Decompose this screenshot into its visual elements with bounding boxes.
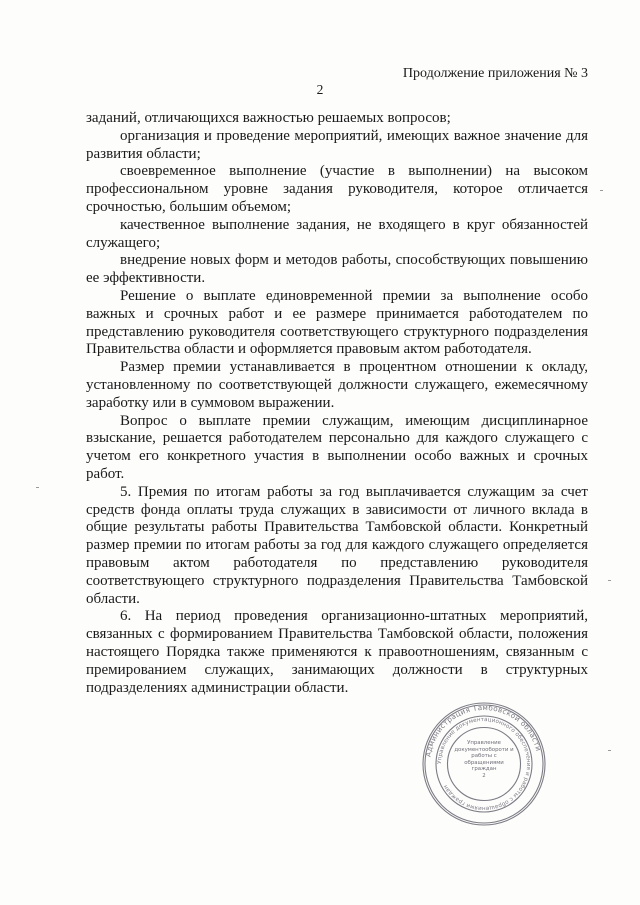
margin-dot xyxy=(36,487,39,488)
paragraph-6: Решение о выплате единовременной премии за выполнение особо важных и срочных работ и ее размере принимается работодателем по представлению руководителя соответствующего структурного подразделения Правительства области и оформляется правовым актом работодателя. xyxy=(86,287,588,358)
margin-dot xyxy=(600,190,603,191)
stamp-center-text: Управление документообороти и работы с обращениями граждан xyxy=(454,740,514,773)
stamp-inner-text: Управление документационного обеспечения и работы с обращениями граждан xyxy=(436,716,532,812)
stamp-outer-text: Администрация Тамбовской области xyxy=(423,702,544,758)
margin-dot xyxy=(608,580,611,581)
paragraph-8: Вопрос о выплате премии служащим, имеющим дисциплинарное взыскание, решается работодателем персонально для каждого служащего с учетом его конкретного участия в выполнении особо важных и срочных работ. xyxy=(86,412,588,482)
paragraph-1: заданий, отличающихся важностью решаемых вопросов; xyxy=(86,110,451,126)
stamp-number: 2 xyxy=(482,772,486,779)
appendix-continuation-label: Продолжение приложения № 3 xyxy=(402,66,588,81)
page-number: 2 xyxy=(316,82,324,97)
official-stamp xyxy=(420,700,548,828)
paragraph-3: своевременное выполнение (участие в выполнении) на высоком профессиональном уровне задания руководителя, которое отличается срочностью, большим объемом; xyxy=(86,163,588,215)
paragraph-7: Размер премии устанавливается в процентном отношении к окладу, установленному по соответствующей должности служащего, ежемесячному заработку или в суммовом выражении. xyxy=(86,359,588,411)
paragraph-2: организация и проведение мероприятий, имеющих важное значение для развития области; xyxy=(86,127,588,162)
paragraph-10: 6. На период проведения организационно-штатных мероприятий, связанных с формированием Правительства Тамбовской области, положения настоящего Порядка также применяются к правоотношениям, связанным с премированием служащих, занимающих должности в структурных подразделениях администрации области. xyxy=(86,608,588,696)
margin-dot xyxy=(608,750,611,751)
stamp-seal-icon xyxy=(420,700,548,828)
paragraph-9: 5. Премия по итогам работы за год выплачивается служащим за счет средств фонда оплаты труда служащих в зависимости от личного вклада в общие результаты работы Правительства Тамбовской области. Конкретный размер премии по итогам работы за год для каждого служащего определяется правовым актом работодателя по представлению руководителя соответствующего структурного подразделения Правительства Тамбовской области. xyxy=(86,483,588,607)
paragraph-5: внедрение новых форм и методов работы, способствующих повышению ее эффективности. xyxy=(86,252,588,287)
document-body xyxy=(86,110,588,697)
paragraph-4: качественное выполнение задания, не входящего в круг обязанностей служащего; xyxy=(86,216,588,251)
